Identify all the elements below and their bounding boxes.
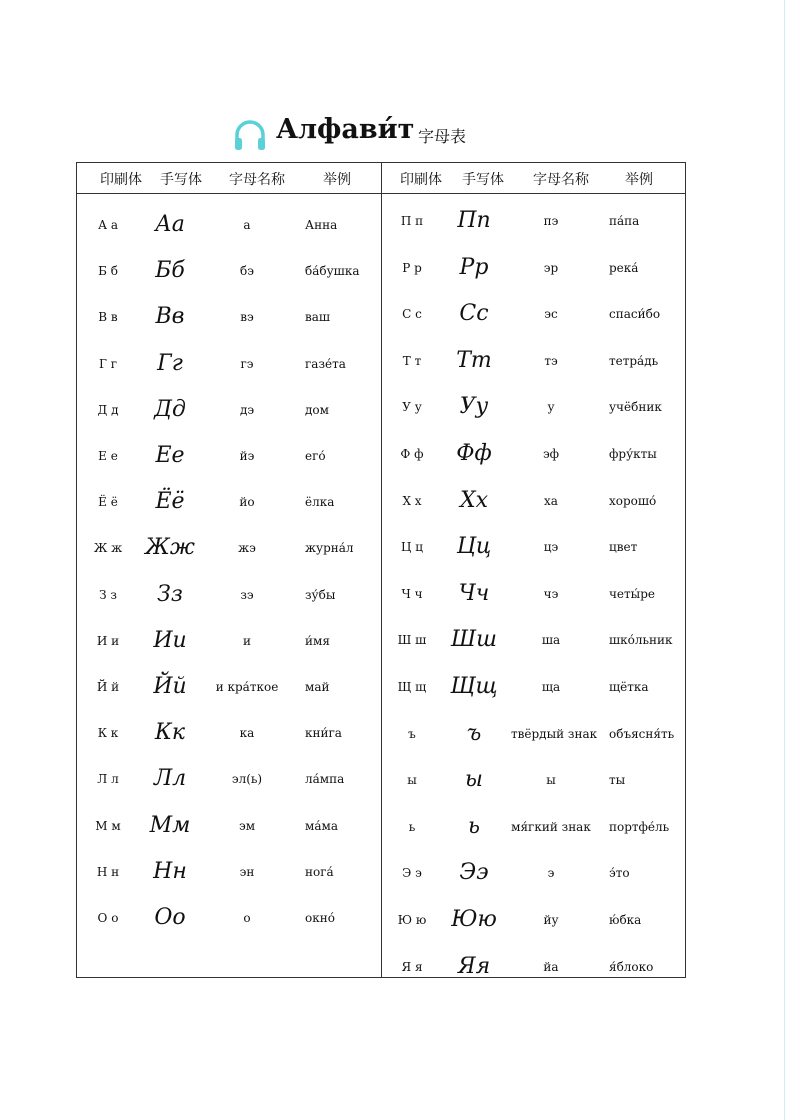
letter-name: о [243, 911, 251, 925]
letter-name: бэ [240, 264, 254, 279]
printed-letter: Х х [402, 493, 422, 508]
letter-name: эс [544, 307, 558, 322]
example-word: учёбник [609, 400, 662, 415]
header-script-right: 手写体 [462, 172, 504, 188]
table-row [381, 481, 685, 521]
letter-name: эм [238, 818, 256, 833]
example-word: па́па [609, 214, 640, 228]
letter-name: э [547, 866, 555, 881]
printed-letter: С с [402, 307, 422, 322]
table-row [381, 201, 685, 241]
table-row [77, 344, 381, 384]
table-row [381, 527, 685, 567]
printed-letter: Н н [96, 864, 120, 879]
table-row [77, 852, 381, 892]
handwritten-letter: Чч [458, 580, 490, 606]
printed-letter: Л л [97, 772, 119, 787]
header-example-left: 举例 [323, 172, 351, 188]
handwritten-letter: Зз [157, 581, 183, 607]
printed-letter: Г г [98, 356, 118, 371]
letter-name: эф [542, 447, 560, 461]
table-row [77, 251, 381, 291]
printed-letter: О о [97, 911, 119, 925]
printed-letter: Б б [98, 264, 118, 279]
table-row [381, 434, 685, 474]
printed-letter: Я я [401, 959, 423, 974]
handwritten-letter: Шш [451, 627, 497, 653]
table-row [77, 482, 381, 522]
example-word: газе́та [305, 356, 346, 371]
letter-name: эн [239, 864, 255, 879]
handwritten-letter: Кк [154, 720, 186, 746]
printed-letter: Ю ю [397, 913, 427, 927]
handwritten-letter: ы [465, 767, 483, 793]
table-row [381, 714, 685, 754]
table-row [381, 620, 685, 660]
table-row [77, 667, 381, 707]
table-row [381, 760, 685, 800]
example-word: Анна [305, 218, 338, 232]
table-row [77, 528, 381, 568]
printed-letter: ь [408, 819, 416, 834]
letter-name: тэ [544, 353, 558, 368]
letter-name: ка [239, 726, 255, 741]
handwritten-letter: ь [468, 813, 480, 839]
example-word: ла́мпа [305, 772, 345, 787]
printed-letter: Ц ц [401, 540, 423, 555]
handwritten-letter: Юю [451, 907, 497, 932]
handwritten-letter: Дд [154, 396, 186, 422]
page-subtitle: 字母表 [418, 127, 467, 146]
letter-name: а [243, 218, 251, 232]
example-word: ю́бка [609, 913, 642, 927]
example-word: шко́льник [609, 633, 673, 648]
handwritten-letter: Оо [154, 905, 186, 930]
handwritten-letter: Ёё [155, 489, 185, 515]
handwritten-letter: Рр [459, 254, 489, 280]
example-word: э́то [609, 866, 630, 881]
example-word: май [305, 680, 330, 694]
page-edge-line [784, 0, 785, 1120]
handwritten-letter: Фф [456, 441, 492, 466]
handwritten-letter: Пп [457, 208, 491, 233]
table-row [381, 387, 685, 427]
printed-letter: Ш ш [397, 633, 427, 648]
handwritten-letter: Жж [145, 535, 195, 561]
example-word: цвет [609, 540, 638, 555]
table-row [381, 807, 685, 847]
letter-name: дэ [239, 402, 255, 417]
letter-name: эл(ь) [231, 772, 263, 787]
header-script-left: 手写体 [160, 172, 202, 188]
table-row [381, 248, 685, 288]
handwritten-letter: Вв [155, 304, 185, 330]
table-row [77, 621, 381, 661]
table-row [381, 667, 685, 707]
example-word: ма́ма [305, 818, 338, 833]
example-word: тетра́дь [609, 353, 659, 368]
example-word: кни́га [305, 726, 342, 741]
handwritten-letter: Ии [153, 627, 187, 653]
example-word: дом [305, 402, 329, 417]
table-row [77, 297, 381, 337]
printed-letter: ы [407, 773, 417, 788]
printed-letter: Ё ё [98, 495, 118, 510]
example-word: ба́бушка [305, 264, 360, 279]
example-word: его́ [305, 449, 326, 463]
example-word: щётка [609, 680, 649, 694]
printed-letter: Ф ф [400, 447, 424, 461]
letter-name: ща [541, 680, 561, 694]
handwritten-letter: ъ [466, 720, 482, 746]
letter-name: ха [544, 493, 558, 508]
letter-name: вэ [240, 310, 254, 325]
example-word: нога́ [305, 864, 334, 879]
example-word: ты [609, 773, 626, 788]
table-row [381, 947, 685, 987]
example-word: река́ [609, 260, 639, 275]
handwritten-letter: Сс [459, 301, 489, 327]
example-word: ваш [305, 310, 331, 325]
printed-letter: Т т [402, 353, 422, 368]
header-print-left: 印刷体 [100, 172, 142, 188]
letter-name: эр [543, 260, 559, 275]
example-word: и́мя [305, 633, 330, 648]
handwritten-letter: Щщ [450, 674, 498, 699]
printed-letter: К к [97, 726, 119, 741]
letter-name: цэ [543, 540, 559, 555]
handwritten-letter: Яя [457, 953, 491, 979]
handwritten-letter: Цц [456, 534, 492, 560]
header-name-right: 字母名称 [533, 172, 589, 188]
printed-letter: П п [400, 214, 424, 228]
example-word: зу́бы [305, 587, 336, 602]
example-word: ёлка [305, 495, 335, 510]
table-row [77, 759, 381, 799]
letter-name: йо [239, 495, 255, 510]
letter-name: йу [543, 913, 559, 927]
handwritten-letter: Нн [153, 858, 187, 884]
table-row [77, 436, 381, 476]
handwritten-letter: Ее [155, 443, 185, 468]
printed-letter: Щ щ [397, 680, 427, 694]
column-divider-header [381, 163, 382, 193]
handwritten-letter: Хх [459, 487, 489, 513]
letter-name: ы [546, 773, 556, 788]
handwritten-letter: Тт [456, 347, 492, 373]
example-word: четы́ре [609, 586, 656, 601]
printed-letter: А а [97, 218, 119, 232]
header-example-right: 举例 [625, 172, 653, 188]
printed-letter: Э э [402, 866, 422, 881]
table-row [77, 390, 381, 430]
example-word: журна́л [305, 541, 354, 556]
letter-name: чэ [543, 586, 559, 601]
header-print-right: 印刷体 [400, 172, 442, 188]
printed-letter: Й й [96, 680, 120, 694]
table-row [77, 205, 381, 245]
example-word: объясня́ть [609, 726, 675, 741]
page-title: Алфави́т [276, 114, 415, 145]
handwritten-letter: Йй [153, 674, 187, 699]
table-row [381, 294, 685, 334]
table-row [381, 900, 685, 940]
printed-letter: Р р [402, 260, 422, 275]
letter-name: и [243, 633, 251, 648]
printed-letter: Ж ж [93, 541, 123, 556]
letter-name: и кра́ткое [215, 680, 279, 694]
headphones-icon[interactable] [232, 118, 268, 154]
handwritten-letter: Мм [149, 812, 191, 838]
letter-name: пэ [543, 214, 559, 228]
handwritten-letter: Лл [153, 766, 187, 792]
header-name-left: 字母名称 [229, 172, 285, 188]
table-row [77, 575, 381, 615]
handwritten-letter: Ээ [459, 860, 489, 886]
handwritten-letter: Уу [459, 394, 489, 420]
printed-letter: М м [95, 818, 121, 833]
example-word: я́блоко [609, 959, 654, 974]
table-row [381, 341, 685, 381]
handwritten-letter: Гг [157, 350, 183, 376]
example-word: фру́кты [609, 447, 657, 461]
table-row [77, 898, 381, 938]
printed-letter: ъ [408, 726, 416, 741]
letter-name: йэ [239, 449, 255, 463]
printed-letter: У у [402, 400, 422, 415]
alphabet-table [76, 162, 686, 978]
letter-name: зэ [240, 587, 254, 602]
letter-name: йа [543, 959, 559, 974]
letter-name: жэ [238, 541, 256, 556]
printed-letter: Ч ч [401, 586, 423, 601]
table-row [77, 806, 381, 846]
letter-name: ша [541, 633, 561, 648]
example-word: спаси́бо [609, 307, 661, 322]
handwritten-letter: Аа [155, 212, 185, 237]
printed-letter: З з [99, 587, 117, 602]
title-bar [0, 112, 800, 160]
letter-name: твёрдый знак [511, 726, 598, 741]
table-row [77, 713, 381, 753]
printed-letter: В в [98, 310, 118, 325]
handwritten-letter: Бб [155, 258, 185, 284]
printed-letter: Е е [98, 449, 118, 463]
table-row [381, 574, 685, 614]
table-row [381, 853, 685, 893]
example-word: окно́ [305, 911, 335, 925]
letter-name: у [547, 400, 555, 415]
printed-letter: И и [96, 633, 120, 648]
letter-name: гэ [240, 356, 254, 371]
example-word: хорошо́ [609, 493, 657, 508]
printed-letter: Д д [97, 402, 119, 417]
example-word: портфе́ль [609, 819, 670, 834]
letter-name: мя́гкий знак [511, 819, 591, 834]
